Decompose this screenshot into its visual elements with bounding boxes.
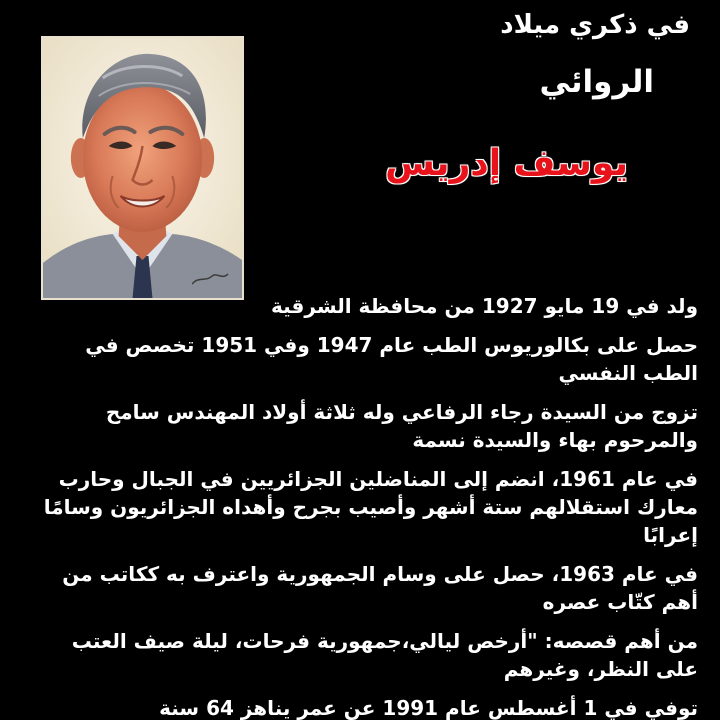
bio-birth: ولد في 19 مايو 1927 من محافظة الشرقية — [271, 294, 698, 318]
portrait-illustration — [43, 38, 242, 298]
biography-list — [38, 292, 698, 720]
intro-heading: في ذكري ميلاد — [500, 10, 690, 40]
role-heading: الروائي — [539, 64, 654, 100]
bio-education: حصل على بكالوريوس الطب عام 1947 وفي 1951 تخصص في الطب النفسي — [85, 333, 698, 385]
author-portrait — [41, 36, 244, 300]
bio-death: توفي في 1 أغسطس عام 1991 عن عمر يناهز 64 سنة — [159, 696, 698, 720]
bio-works: من أهم قصصه: "أرخص ليالي،جمهورية فرحات، ليلة صيف العتب على النظر، وغيرهم — [71, 629, 698, 681]
bio-award: في عام 1963، حصل على وسام الجمهورية واعترف به ككاتب من أهم كتّاب عصره — [62, 562, 698, 614]
author-name: يوسف إدريس — [385, 143, 628, 184]
bio-family: تزوج من السيدة رجاء الرفاعي وله ثلاثة أولاد المهندس سامح والمرحوم بهاء والسيدة نسمة — [105, 400, 698, 452]
bio-algeria: في عام 1961، انضم إلى المناضلين الجزائريين في الجبال وحارب معارك استقلالهم ستة أشهر وأصيب بجرح وأهداه الجزائريون وسامًا إعرابًا — [43, 467, 698, 547]
